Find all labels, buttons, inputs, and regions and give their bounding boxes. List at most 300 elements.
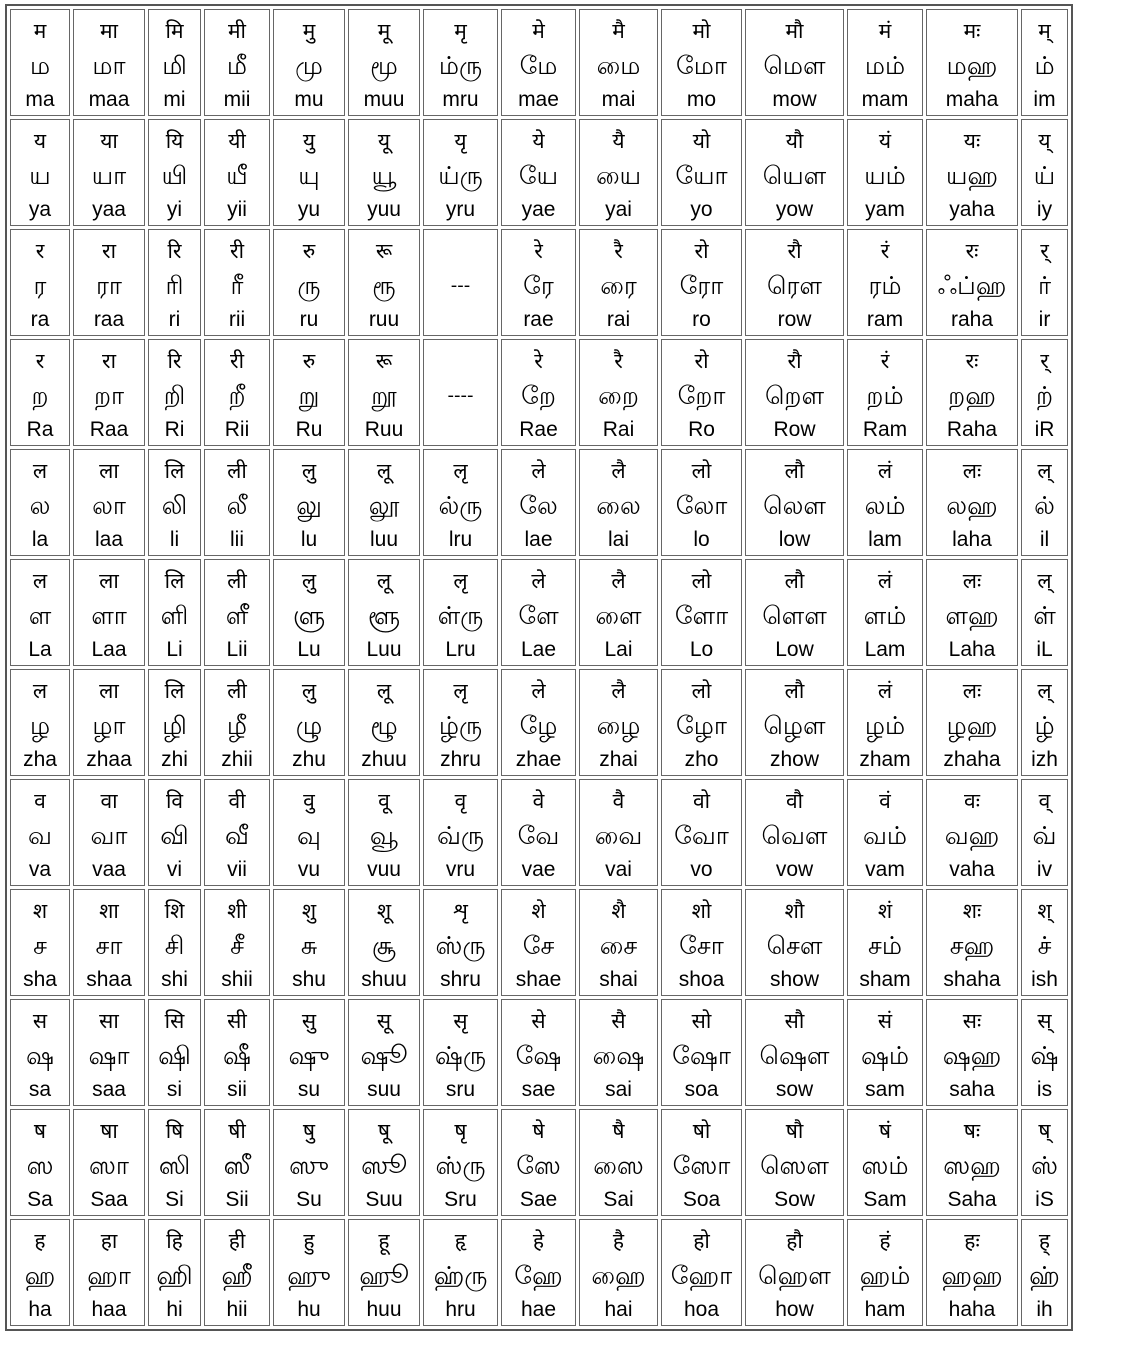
- devanagari-glyph: लौ: [784, 568, 805, 593]
- table-cell: [148, 119, 201, 226]
- transliteration-text: vaa: [92, 857, 126, 881]
- devanagari-glyph: यः: [963, 128, 981, 153]
- tamil-glyph: ழௌ: [763, 710, 826, 740]
- table-row: [10, 889, 1068, 996]
- table-cell: [273, 889, 345, 996]
- transliteration-text: soa: [684, 1077, 719, 1101]
- devanagari-glyph: मे: [532, 18, 545, 43]
- devanagari-glyph: [424, 236, 497, 266]
- tamil-glyph: லே: [519, 490, 558, 520]
- transliteration-text: yam: [865, 197, 905, 221]
- devanagari-glyph: सी: [227, 1008, 247, 1033]
- transliteration-text: zhru: [440, 747, 481, 771]
- tamil-glyph: ஷஹ: [942, 1040, 1002, 1070]
- devanagari-glyph: ले: [531, 458, 546, 483]
- transliteration-text: Ram: [862, 417, 908, 441]
- tamil-glyph: லை: [596, 490, 641, 520]
- transliteration-text: vow: [775, 857, 814, 881]
- tamil-glyph: ரு: [297, 270, 321, 300]
- table-cell: [501, 449, 576, 556]
- tamil-glyph: ஷ்ரு: [434, 1040, 487, 1070]
- transliteration-text: lam: [868, 527, 902, 551]
- devanagari-glyph: हृ: [454, 1228, 467, 1253]
- devanagari-glyph: मा: [100, 18, 118, 43]
- transliteration-text: shuu: [361, 967, 407, 991]
- table-cell: [273, 9, 345, 116]
- table-row: [10, 779, 1068, 886]
- tamil-glyph: சீ: [230, 930, 244, 960]
- table-cell: [847, 779, 923, 886]
- transliteration-text: ma: [25, 87, 55, 111]
- transliteration-text: Rae: [519, 417, 558, 441]
- table-cell: [10, 339, 70, 446]
- table-cell: [10, 449, 70, 556]
- devanagari-glyph: षे: [532, 1118, 545, 1143]
- devanagari-glyph: ये: [532, 128, 545, 153]
- transliteration-text: ya: [28, 197, 52, 221]
- tamil-glyph: றீ: [228, 380, 246, 410]
- tamil-glyph: ஹு: [287, 1260, 331, 1290]
- devanagari-glyph: लं: [877, 458, 893, 483]
- table-cell: [148, 779, 201, 886]
- tamil-glyph: றா: [93, 380, 125, 410]
- table-cell: [745, 449, 844, 556]
- table-cell: [745, 889, 844, 996]
- transliteration-text: ish: [1031, 967, 1058, 991]
- table-cell: [847, 1219, 923, 1326]
- transliteration-text: Rai: [602, 417, 635, 441]
- transliteration-text: shii: [221, 967, 253, 991]
- tamil-glyph: ள: [28, 600, 52, 630]
- table-cell: [348, 449, 420, 556]
- table-cell: [204, 449, 270, 556]
- table-cell: [273, 1109, 345, 1216]
- tamil-glyph: ழஹ: [946, 710, 998, 740]
- devanagari-glyph: लु: [301, 568, 317, 593]
- table-cell: [1021, 779, 1068, 886]
- devanagari-glyph: लः: [962, 458, 982, 483]
- devanagari-glyph: रौ: [787, 348, 802, 373]
- table-cell: [10, 1219, 70, 1326]
- tamil-glyph: றை: [598, 380, 639, 410]
- transliteration-text: ham: [864, 1297, 906, 1321]
- devanagari-glyph: से: [531, 1008, 546, 1033]
- table-cell: [423, 999, 498, 1106]
- table-cell: [204, 999, 270, 1106]
- table-cell: [501, 779, 576, 886]
- devanagari-glyph: षू: [377, 1118, 391, 1143]
- table-cell: [926, 119, 1018, 226]
- tamil-glyph: யஹ: [945, 160, 999, 190]
- table-cell: [423, 339, 498, 446]
- tamil-glyph: ய்ரு: [438, 160, 483, 190]
- table-cell: [926, 339, 1018, 446]
- transliteration-text: zhae: [515, 747, 562, 771]
- table-cell: [148, 889, 201, 996]
- tamil-glyph: ளௌ: [762, 600, 827, 630]
- tamil-glyph: ல்: [1034, 490, 1055, 520]
- tamil-glyph: லூ: [368, 490, 400, 520]
- tamil-glyph: ஹஹ: [941, 1260, 1003, 1290]
- devanagari-glyph: म: [33, 18, 47, 43]
- tamil-glyph: யோ: [675, 160, 728, 190]
- devanagari-glyph: वौ: [785, 788, 804, 813]
- devanagari-glyph: वि: [165, 788, 184, 813]
- devanagari-glyph: मु: [302, 18, 316, 43]
- tamil-glyph: ரோ: [679, 270, 724, 300]
- table-cell: [926, 999, 1018, 1106]
- tamil-glyph: ஷை: [592, 1040, 645, 1070]
- table-cell: [579, 669, 658, 776]
- transliteration-text: sha: [23, 967, 57, 991]
- tamil-glyph: ரூ: [372, 270, 396, 300]
- devanagari-glyph: षं: [878, 1118, 892, 1143]
- tamil-glyph: வோ: [674, 820, 729, 850]
- transliteration-text: mru: [442, 87, 479, 111]
- table-cell: [1021, 9, 1068, 116]
- devanagari-glyph: रः: [965, 348, 979, 373]
- devanagari-glyph: शं: [877, 898, 893, 923]
- devanagari-glyph: लु: [301, 678, 317, 703]
- transliteration-text: yru: [445, 197, 476, 221]
- tamil-glyph: றௌ: [764, 380, 825, 410]
- transliteration-text: yuu: [367, 197, 401, 221]
- tamil-glyph: ஸை: [593, 1150, 644, 1180]
- table-cell: [661, 1109, 742, 1216]
- transliteration-text: Raa: [89, 417, 129, 441]
- devanagari-glyph: ल: [32, 458, 48, 483]
- table-cell: [579, 779, 658, 886]
- devanagari-glyph: हं: [879, 1228, 891, 1253]
- devanagari-glyph: षै: [612, 1118, 625, 1143]
- transliteration-text: mow: [772, 87, 817, 111]
- transliteration-text: Saha: [947, 1187, 997, 1211]
- table-cell: [579, 559, 658, 666]
- tamil-glyph: ளை: [595, 600, 642, 630]
- devanagari-glyph: षी: [228, 1118, 246, 1143]
- table-row: [10, 669, 1068, 776]
- table-cell: [348, 669, 420, 776]
- transliteration-text: show: [769, 967, 820, 991]
- table-cell: [423, 669, 498, 776]
- tamil-glyph: சம்: [868, 930, 902, 960]
- tamil-glyph: ரா: [96, 270, 122, 300]
- table-cell: [661, 999, 742, 1106]
- transliteration-text: Sii: [225, 1187, 249, 1211]
- devanagari-glyph: षौ: [785, 1118, 804, 1143]
- devanagari-glyph: रू: [375, 238, 393, 263]
- devanagari-glyph: लो: [691, 568, 712, 593]
- devanagari-glyph: ली: [227, 678, 247, 703]
- table-cell: [1021, 889, 1068, 996]
- transliteration-text: hoa: [683, 1297, 720, 1321]
- devanagari-glyph: शौ: [784, 898, 805, 923]
- table-cell: [745, 9, 844, 116]
- transliteration-text: yae: [521, 197, 556, 221]
- devanagari-glyph: हु: [303, 1228, 315, 1253]
- table-cell: [579, 229, 658, 336]
- transliteration-text: haa: [91, 1297, 127, 1321]
- table-cell: [1021, 1109, 1068, 1216]
- table-cell: [73, 999, 145, 1106]
- tamil-glyph: ர்: [1037, 270, 1052, 300]
- devanagari-glyph: यी: [228, 128, 246, 153]
- tamil-glyph: ல்ரு: [438, 490, 483, 520]
- transliteration-text: shaa: [86, 967, 132, 991]
- tamil-glyph: வ்: [1032, 820, 1057, 850]
- transliteration-text: ha: [28, 1297, 52, 1321]
- devanagari-glyph: लू: [376, 458, 392, 483]
- devanagari-glyph: ष्: [1038, 1118, 1051, 1143]
- table-cell: [1021, 119, 1068, 226]
- transliteration-text: ru: [299, 307, 319, 331]
- devanagari-glyph: श्: [1037, 898, 1052, 923]
- transliteration-text: sae: [521, 1077, 556, 1101]
- tamil-glyph: ற: [31, 380, 49, 410]
- devanagari-glyph: यि: [165, 128, 184, 153]
- devanagari-glyph: शै: [611, 898, 626, 923]
- tamil-glyph: மீ: [226, 50, 248, 80]
- tamil-glyph: வம்: [862, 820, 908, 850]
- transliteration-text: low: [778, 527, 811, 551]
- devanagari-glyph: मः: [963, 18, 981, 43]
- devanagari-glyph: रू: [375, 348, 393, 373]
- transliteration-text: Ri: [164, 417, 185, 441]
- transliteration-text: lai: [607, 527, 629, 551]
- tamil-glyph: ச்: [1037, 930, 1052, 960]
- table-cell: [926, 229, 1018, 336]
- transliteration-text: shaha: [943, 967, 1001, 991]
- table-cell: [148, 559, 201, 666]
- transliteration-text: Row: [773, 417, 816, 441]
- tamil-glyph: ஸ்: [1031, 1150, 1058, 1180]
- devanagari-glyph: शु: [301, 898, 317, 923]
- tamil-glyph: ஷு: [288, 1040, 330, 1070]
- tamil-glyph: று: [298, 380, 320, 410]
- tamil-glyph: லோ: [675, 490, 728, 520]
- devanagari-glyph: ला: [99, 568, 119, 593]
- devanagari-glyph: लृ: [453, 458, 468, 483]
- transliteration-text: vai: [605, 857, 632, 881]
- tamil-glyph: ழி: [162, 710, 187, 740]
- transliteration-text: Sai: [603, 1187, 634, 1211]
- table-cell: [847, 449, 923, 556]
- table-cell: [1021, 1219, 1068, 1326]
- table-cell: [745, 669, 844, 776]
- tamil-glyph: ஹூ: [359, 1260, 409, 1290]
- tamil-glyph: ஸ்ரு: [435, 930, 486, 960]
- transliteration-text: ir: [1038, 307, 1051, 331]
- table-cell: [501, 1219, 576, 1326]
- devanagari-glyph: ही: [228, 1228, 246, 1253]
- tamil-glyph: ஸம்: [861, 1150, 909, 1180]
- tamil-glyph: ஷோ: [672, 1040, 731, 1070]
- tamil-glyph: யே: [518, 160, 559, 190]
- table-cell: [926, 1109, 1018, 1216]
- table-cell: [661, 669, 742, 776]
- tamil-glyph: சு: [300, 930, 318, 960]
- table-cell: [1021, 449, 1068, 556]
- tamil-glyph: றே: [521, 380, 556, 410]
- transliteration-text: il: [1039, 527, 1050, 551]
- table-cell: [661, 559, 742, 666]
- devanagari-glyph: रि: [167, 238, 182, 263]
- table-cell: [204, 339, 270, 446]
- table-cell: [423, 119, 498, 226]
- transliteration-text: hii: [226, 1297, 248, 1321]
- devanagari-glyph: शे: [531, 898, 546, 923]
- transliteration-text: si: [166, 1077, 183, 1101]
- table-cell: [661, 779, 742, 886]
- devanagari-glyph: या: [100, 128, 118, 153]
- transliteration-text: laa: [94, 527, 124, 551]
- transliteration-text: hu: [297, 1297, 321, 1321]
- devanagari-glyph: यृ: [454, 128, 467, 153]
- tamil-glyph: ளீ: [225, 600, 249, 630]
- devanagari-glyph: लि: [164, 678, 185, 703]
- devanagari-glyph: ल्: [1037, 458, 1052, 483]
- tamil-glyph: யூ: [371, 160, 397, 190]
- table-cell: [579, 1219, 658, 1326]
- devanagari-glyph: वृ: [454, 788, 467, 813]
- transliteration-text: [424, 306, 497, 334]
- devanagari-glyph: र्: [1040, 348, 1049, 373]
- table-row: [10, 449, 1068, 556]
- devanagari-glyph: लं: [877, 568, 893, 593]
- tamil-glyph: ஹௌ: [758, 1260, 831, 1290]
- tamil-glyph: ழோ: [676, 710, 727, 740]
- table-row: [10, 1109, 1068, 1216]
- devanagari-glyph: हू: [378, 1228, 390, 1253]
- table-cell: [661, 1219, 742, 1326]
- devanagari-glyph: हो: [693, 1228, 710, 1253]
- transliteration-text: zhai: [599, 747, 638, 771]
- tamil-glyph: ஹம்: [859, 1260, 911, 1290]
- tamil-glyph: யா: [91, 160, 127, 190]
- table-cell: [148, 9, 201, 116]
- tamil-glyph: ச: [33, 930, 47, 960]
- tamil-glyph: வை: [594, 820, 643, 850]
- transliteration-text: raa: [93, 307, 125, 331]
- transliteration-text: iS: [1035, 1187, 1054, 1211]
- table-cell: [204, 889, 270, 996]
- tamil-glyph: ஷ: [26, 1040, 54, 1070]
- devanagari-glyph: र: [35, 238, 45, 263]
- devanagari-glyph: शृ: [453, 898, 468, 923]
- table-cell: [423, 1109, 498, 1216]
- table-cell: [926, 9, 1018, 116]
- transliteration-text: Sow: [774, 1187, 815, 1211]
- devanagari-glyph: रः: [965, 238, 979, 263]
- devanagari-glyph: सू: [376, 1008, 392, 1033]
- table-cell: [847, 229, 923, 336]
- table-cell: [926, 669, 1018, 776]
- tamil-glyph: சி: [164, 930, 185, 960]
- devanagari-glyph: श: [32, 898, 48, 923]
- tamil-glyph: ஷி: [158, 1040, 191, 1070]
- devanagari-glyph: लः: [962, 568, 982, 593]
- tamil-glyph: யி: [161, 160, 188, 190]
- table-cell: [745, 1109, 844, 1216]
- table-cell: [148, 339, 201, 446]
- devanagari-glyph: षि: [165, 1118, 184, 1143]
- transliteration-text: shru: [440, 967, 481, 991]
- devanagari-glyph: लै: [611, 568, 626, 593]
- transliteration-table: [5, 4, 1073, 1331]
- devanagari-glyph: सं: [877, 1008, 893, 1033]
- devanagari-glyph: व: [34, 788, 46, 813]
- devanagari-glyph: री: [229, 348, 245, 373]
- devanagari-glyph: वे: [532, 788, 545, 813]
- devanagari-glyph: सि: [164, 1008, 185, 1033]
- devanagari-glyph: हः: [964, 1228, 980, 1253]
- transliteration-text: iR: [1034, 417, 1055, 441]
- transliteration-text: ro: [692, 307, 711, 331]
- transliteration-text: sru: [445, 1077, 476, 1101]
- table-cell: [273, 1219, 345, 1326]
- devanagari-glyph: वा: [100, 788, 118, 813]
- table-cell: [847, 999, 923, 1106]
- table-cell: [423, 449, 498, 556]
- tamil-glyph: ழம்: [864, 710, 906, 740]
- transliteration-text: lru: [448, 527, 473, 551]
- tamil-glyph: யீ: [226, 160, 248, 190]
- table-cell: [10, 999, 70, 1106]
- tamil-glyph: ழே: [519, 710, 558, 740]
- transliteration-text: yo: [690, 197, 713, 221]
- table-cell: [423, 229, 498, 336]
- transliteration-text: raha: [950, 307, 994, 331]
- table-cell: [348, 339, 420, 446]
- devanagari-glyph: है: [612, 1228, 625, 1253]
- tamil-glyph: மா: [92, 50, 126, 80]
- tamil-glyph: சௌ: [766, 930, 823, 960]
- tamil-glyph: மௌ: [763, 50, 826, 80]
- devanagari-glyph: षा: [100, 1118, 118, 1143]
- table-row: [10, 559, 1068, 666]
- tamil-glyph: ர: [33, 270, 47, 300]
- table-cell: [273, 449, 345, 556]
- devanagari-glyph: यू: [377, 128, 391, 153]
- table-cell: [926, 1219, 1018, 1326]
- table-cell: [204, 119, 270, 226]
- tamil-glyph: ழு: [295, 710, 323, 740]
- devanagari-glyph: लो: [691, 458, 712, 483]
- devanagari-glyph: रु: [302, 238, 316, 263]
- tamil-glyph: வா: [90, 820, 128, 850]
- tamil-glyph: ய: [29, 160, 51, 190]
- table-cell: [10, 119, 70, 226]
- devanagari-glyph: यु: [302, 128, 316, 153]
- transliteration-text: mai: [601, 87, 636, 111]
- transliteration-text: sa: [28, 1077, 52, 1101]
- table-cell: [501, 229, 576, 336]
- table-cell: [501, 1109, 576, 1216]
- tamil-glyph: ரம்: [868, 270, 902, 300]
- tamil-glyph: யௌ: [762, 160, 827, 190]
- table-cell: [926, 449, 1018, 556]
- table-cell: [745, 119, 844, 226]
- devanagari-glyph: स: [32, 1008, 48, 1033]
- devanagari-glyph: मो: [692, 18, 711, 43]
- tamil-glyph: றூ: [371, 380, 397, 410]
- transliteration-text: lae: [524, 527, 553, 551]
- table-cell: [745, 779, 844, 886]
- tamil-glyph: யு: [298, 160, 320, 190]
- table-cell: [73, 1219, 145, 1326]
- table-cell: [579, 9, 658, 116]
- table-cell: [73, 559, 145, 666]
